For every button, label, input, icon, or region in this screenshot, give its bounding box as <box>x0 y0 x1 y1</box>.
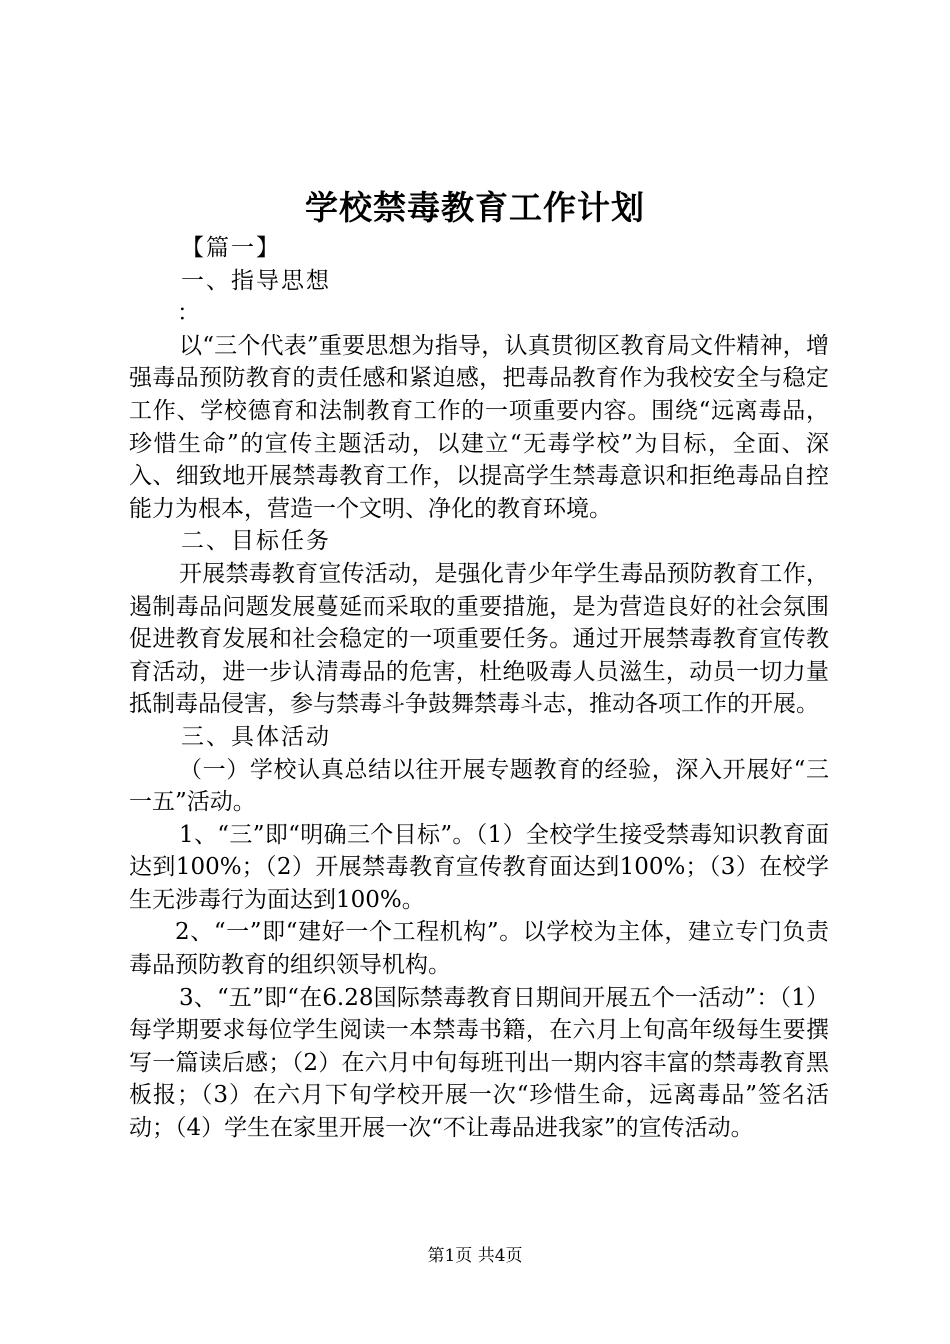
document-title: 学校禁毒教育工作计划 <box>305 188 645 227</box>
heading-goals-tasks: 二、目标任务 <box>181 528 331 555</box>
heading-specific-activities: 三、具体活动 <box>181 723 331 750</box>
colon-line: ： <box>177 300 200 327</box>
paragraph-activity-three: 1、“三”即“明确三个目标”。（1）全校学生接受禁毒知识教育面达到100%；（2）开展禁毒教育宣传教育面达到100%；（3）在校学生无涉毒行为面达到100%。 <box>129 821 829 913</box>
section-marker: 【篇一】 <box>181 235 281 261</box>
page-footer: 第1页 共4页 <box>427 1246 523 1266</box>
paragraph-activities-intro: （一）学校认真总结以往开展专题教育的经验，深入开展好“三一五”活动。 <box>129 756 829 816</box>
paragraph-goals-tasks: 开展禁毒教育宣传活动，是强化青少年学生毒品预防教育工作，遏制毒品问题发展蔓延而采取的重要措施，是为营造良好的社会氛围促进教育发展和社会稳定的一项重要任务。通过开展禁毒教育宣传教育活动，进一步认清毒品的危害，杜绝吸毒人员滋生，动员一切力量抵制毒品侵害，参与禁毒斗争鼓舞禁毒斗志，推动各项工作的开展。 <box>129 560 829 718</box>
paragraph-guiding-ideology: 以“三个代表”重要思想为指导，认真贯彻区教育局文件精神，增强毒品预防教育的责任感和紧迫感，把毒品教育作为我校安全与稳定工作、学校德育和法制教育工作的一项重要内容。围绕“远离毒品，珍惜生命”的宣传主题活动，以建立“无毒学校”为目标，全面、深入、细致地开展禁毒教育工作，以提高学生禁毒意识和拒绝毒品自控能力为根本，营造一个文明、净化的教育环境。 <box>129 332 829 522</box>
paragraph-activity-one: 2、“一”即“建好一个工程机构”。以学校为主体，建立专门负责毒品预防教育的组织领导机构。 <box>129 919 829 979</box>
heading-guiding-ideology: 一、指导思想 <box>181 267 331 294</box>
document-body <box>129 232 829 1145</box>
paragraph-activity-five: 3、“五”即“在6.28国际禁毒教育日期间开展五个一活动”：（1）每学期要求每位学生阅读一本禁毒书籍，在六月上旬高年级每生要撰写一篇读后感；（2）在六月中旬每班刊出一期内容丰富的禁毒教育黑板报；（3）在六月下旬学校开展一次“珍惜生命，远离毒品”签名活动；（4）学生在家里开展一次“不让毒品进我家”的宣传活动。 <box>129 984 829 1142</box>
